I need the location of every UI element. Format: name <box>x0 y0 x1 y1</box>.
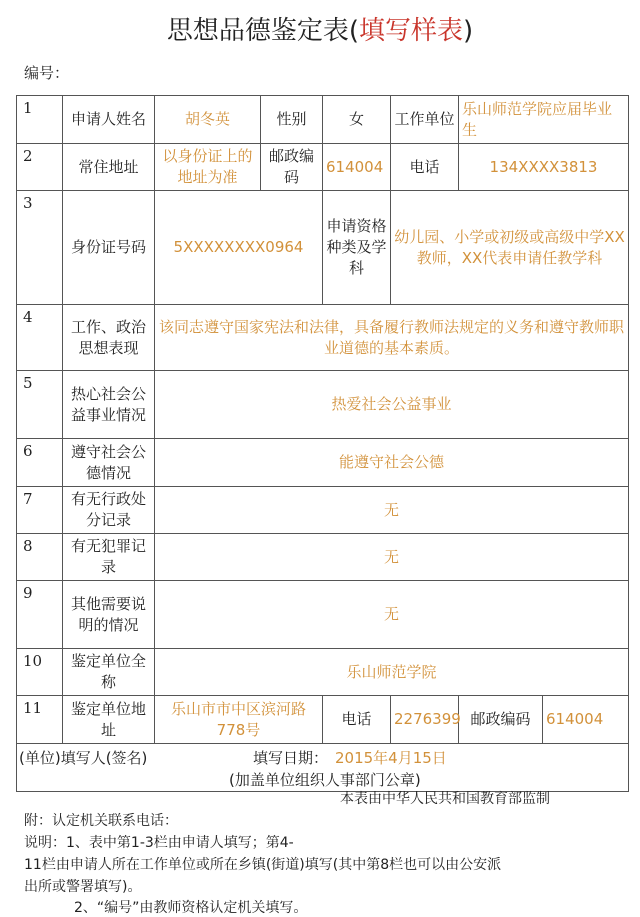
conduct-value[interactable]: 该同志遵守国家宪法和法律，具备履行教师法规定的义务和遵守教师职业道德的基本素质。 <box>155 305 629 371</box>
other-notes-value[interactable]: 无 <box>155 581 629 649</box>
contact-note: 附：认定机关联系电话： <box>24 813 178 829</box>
qualification-value[interactable]: 幼儿园、小学或初级或高级中学XX教师，XX代表申请任教学科 <box>391 191 629 305</box>
appraisal-form-table <box>16 95 629 792</box>
other-notes-label: 其他需要说明的情况 <box>63 581 155 649</box>
id-number-label: 身份证号码 <box>63 191 155 305</box>
filler-signature-label: (单位)填写人(签名) <box>19 749 148 767</box>
table-row <box>17 649 629 696</box>
row-number: 4 <box>17 305 63 371</box>
public-welfare-label: 热心社会公益事业情况 <box>63 371 155 439</box>
public-welfare-value[interactable]: 热爱社会公益事业 <box>155 371 629 439</box>
title-main: 思想品德鉴定表( <box>166 16 359 46</box>
unit-address-value[interactable]: 乐山市市中区滨河路778号 <box>155 696 323 744</box>
admin-penalty-value[interactable]: 无 <box>155 487 629 534</box>
unit-phone-value[interactable]: 2276399 <box>391 696 459 744</box>
row-number: 3 <box>17 191 63 305</box>
row-number: 6 <box>17 439 63 487</box>
work-unit-value[interactable]: 乐山师范学院应届毕业生 <box>459 96 629 144</box>
unit-postcode-label: 邮政编码 <box>459 696 543 744</box>
signature-cell <box>17 744 629 792</box>
table-row <box>17 371 629 439</box>
unit-postcode-value[interactable]: 614004 <box>543 696 629 744</box>
signature-row <box>17 744 629 792</box>
sex-label: 性别 <box>261 96 323 144</box>
instruction-line-2: 11栏由申请人所在工作单位或所在乡镇(街道)填写(其中第8栏也可以由公安派 <box>24 857 502 873</box>
row-number: 8 <box>17 534 63 581</box>
instruction-line-3: 出所或警署填写)。 <box>24 879 142 895</box>
row-number: 10 <box>17 649 63 696</box>
table-row <box>17 144 629 191</box>
social-ethics-value[interactable]: 能遵守社会公德 <box>155 439 629 487</box>
instruction-line-4: 2、“编号”由教师资格认定机关填写。 <box>74 900 308 916</box>
row-number: 5 <box>17 371 63 439</box>
title-close: ) <box>463 16 474 46</box>
table-row <box>17 581 629 649</box>
title-highlight: 填写样表 <box>358 16 463 46</box>
fill-date-value[interactable]: 2015年4月15日 <box>335 749 447 767</box>
sex-value[interactable]: 女 <box>323 96 391 144</box>
table-row <box>17 96 629 144</box>
unit-address-label: 鉴定单位地址 <box>63 696 155 744</box>
postcode-label: 邮政编码 <box>261 144 323 191</box>
table-row <box>17 696 629 744</box>
applicant-name-value[interactable]: 胡冬英 <box>155 96 261 144</box>
conduct-label: 工作、政治思想表现 <box>63 305 155 371</box>
official-stamp-note: (加盖单位组织人事部门公章) <box>229 771 421 789</box>
form-title <box>0 10 640 47</box>
social-ethics-label: 遵守社会公德情况 <box>63 439 155 487</box>
table-row <box>17 487 629 534</box>
appraisal-unit-label: 鉴定单位全称 <box>63 649 155 696</box>
table-row <box>17 439 629 487</box>
postcode-value[interactable]: 614004 <box>323 144 391 191</box>
applicant-name-label: 申请人姓名 <box>63 96 155 144</box>
unit-phone-label: 电话 <box>323 696 391 744</box>
table-row <box>17 534 629 581</box>
appraisal-unit-value[interactable]: 乐山师范学院 <box>155 649 629 696</box>
phone-value[interactable]: 134XXXX3813 <box>459 144 629 191</box>
row-number: 2 <box>17 144 63 191</box>
serial-number-label: 编号： <box>24 64 70 82</box>
work-unit-label: 工作单位 <box>391 96 459 144</box>
row-number: 9 <box>17 581 63 649</box>
phone-label: 电话 <box>391 144 459 191</box>
admin-penalty-label: 有无行政处分记录 <box>63 487 155 534</box>
fill-date-label: 填写日期： <box>253 749 329 767</box>
address-label: 常住地址 <box>63 144 155 191</box>
row-number: 7 <box>17 487 63 534</box>
supervision-note: 本表由中华人民共和国教育部监制 <box>340 791 550 807</box>
row-number: 1 <box>17 96 63 144</box>
instruction-line-1: 说明：1、表中第1-3栏由申请人填写；第4- <box>24 835 294 851</box>
address-value[interactable]: 以身份证上的地址为准 <box>155 144 261 191</box>
criminal-record-value[interactable]: 无 <box>155 534 629 581</box>
id-number-value[interactable]: 5XXXXXXXX0964 <box>155 191 323 305</box>
qualification-label: 申请资格种类及学科 <box>323 191 391 305</box>
criminal-record-label: 有无犯罪记录 <box>63 534 155 581</box>
table-row <box>17 305 629 371</box>
row-number: 11 <box>17 696 63 744</box>
table-row <box>17 191 629 305</box>
